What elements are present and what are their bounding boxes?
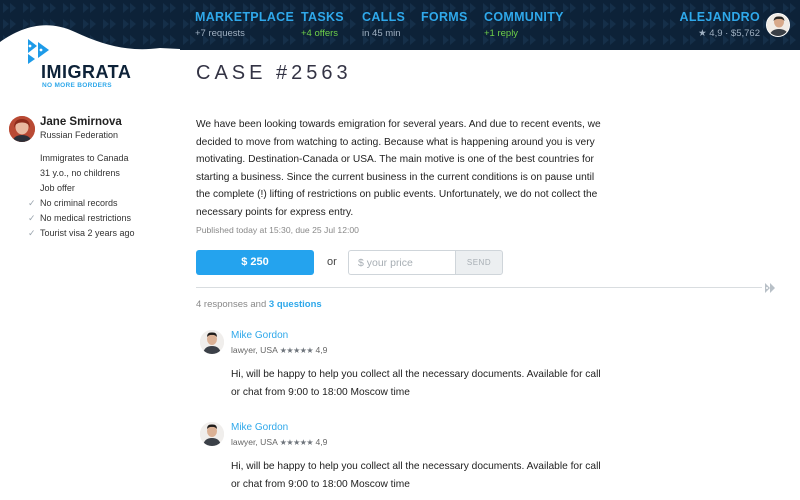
published-date: Published today at 15:30, due 25 Jul 12:00 [196, 225, 359, 235]
fact-item: 31 y.o., no childrens [40, 168, 120, 178]
brand-name[interactable]: IMIGRATA [41, 62, 132, 82]
check-icon: ✓ [28, 213, 36, 223]
response-text: Hi, will be happy to help you collect all the necessary documents. Available for call or chat from 9:00 to 18:00 Moscow time [231, 461, 601, 490]
responder-meta [231, 437, 327, 447]
responder-meta [231, 345, 327, 355]
star-rating-icon: ★★★★★ [279, 438, 314, 447]
responses-summary [196, 299, 322, 310]
send-button[interactable]: SEND [455, 250, 503, 275]
star-rating-icon: ★★★★★ [279, 346, 314, 355]
profile-facts-list [26, 152, 135, 242]
profile-country: Russian Federation [40, 130, 119, 140]
responder-avatar[interactable] [200, 422, 224, 446]
user-menu[interactable] [680, 10, 760, 39]
brand-tagline: NO MORE BORDERS [42, 82, 112, 89]
accept-price-button[interactable]: $ 250 [196, 250, 314, 275]
profile-name: Jane Smirnova [40, 116, 122, 128]
nav-sub: +7 requests [195, 28, 245, 39]
nav-label: COMMUNITY [484, 10, 564, 24]
nav-item-forms[interactable] [421, 10, 468, 24]
check-icon: ✓ [28, 228, 36, 238]
nav-sub: +4 offers [301, 28, 339, 39]
nav-sub: in 45 min [362, 28, 401, 39]
user-avatar[interactable] [766, 13, 790, 37]
check-icon: ✓ [28, 198, 36, 208]
user-stats: ★ 4,9 · $5,762 [698, 28, 760, 39]
responder-rating: 4,9 [315, 345, 328, 355]
fact-item: Job offer [40, 183, 75, 193]
nav-item-marketplace[interactable] [195, 10, 294, 39]
nav-item-community[interactable] [484, 10, 564, 39]
responses-count: 4 responses and [196, 299, 267, 310]
responder-name[interactable]: Mike Gordon [231, 330, 289, 341]
responder-role: lawyer, USA [231, 345, 278, 355]
your-price-input[interactable] [348, 250, 456, 275]
fact-item: ✓ No criminal records [28, 198, 118, 208]
nav-label: CALLS [362, 10, 406, 24]
profile-avatar [9, 116, 35, 142]
responder-avatar[interactable] [200, 330, 224, 354]
fact-item: ✓ No medical restrictions [28, 213, 132, 223]
case-description: We have been looking towards emigration for several years. And due to recent events, we decided to move from watching to acting. Because what is happening around you is very motivating. Destination-Canada or USA. The main motive is one of the best countries for starting a business. Since the current business in the current conditions is on pause until the complete (!) lifting of restrictions on public events. Unfortunately, we do not collect the necessary points for express entry. [196, 119, 601, 218]
arrow-marker-icon [764, 282, 778, 294]
fact-item: ✓ Tourist visa 2 years ago [28, 228, 135, 238]
responder-name[interactable]: Mike Gordon [231, 422, 289, 433]
nav-sub: +1 reply [484, 28, 519, 39]
nav-label: TASKS [301, 10, 344, 24]
nav-item-calls[interactable] [362, 10, 405, 39]
questions-link[interactable]: 3 questions [268, 299, 322, 310]
nav-label: FORMS [421, 10, 468, 24]
nav-label: MARKETPLACE [195, 10, 295, 24]
divider [196, 287, 762, 288]
nav-item-tasks[interactable] [301, 10, 344, 39]
case-title: CASE #2563 [196, 62, 352, 84]
or-label: or [327, 256, 337, 268]
user-name: ALEJANDRO [679, 10, 760, 24]
logo-icon[interactable] [25, 37, 53, 65]
responder-role: lawyer, USA [231, 437, 278, 447]
fact-item: Immigrates to Canada [40, 153, 129, 163]
response-text: Hi, will be happy to help you collect all the necessary documents. Available for call or chat from 9:00 to 18:00 Moscow time [231, 369, 601, 398]
responder-rating: 4,9 [315, 437, 328, 447]
